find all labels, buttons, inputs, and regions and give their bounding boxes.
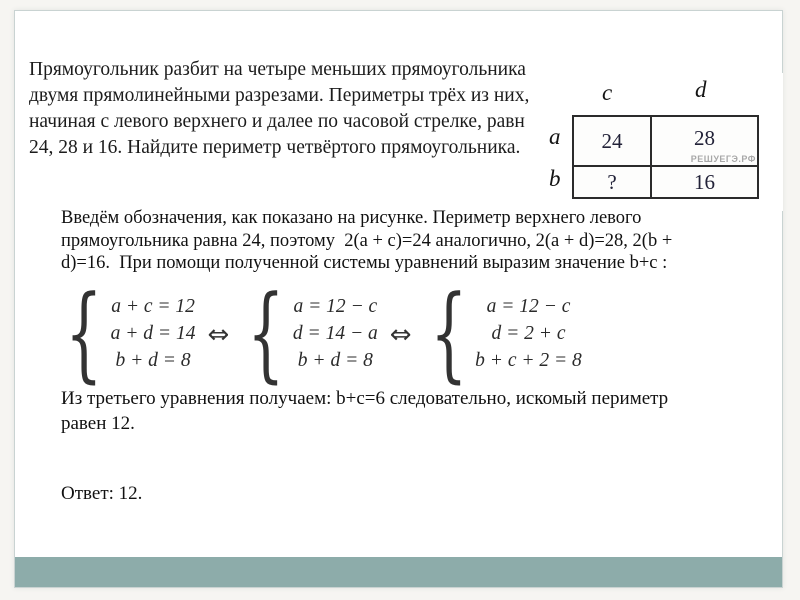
cell-bottom-left — [574, 165, 650, 197]
cell-value: 16 — [694, 169, 715, 194]
equation: a + c = 12 — [111, 296, 195, 317]
column-label-d: d — [695, 77, 707, 102]
problem-line: Прямоугольник разбит на четыре меньших прямоугольника — [29, 59, 526, 80]
equivalence-arrow: ⇔ — [207, 319, 230, 350]
cell-value: ? — [607, 169, 617, 194]
equation-system-3 — [424, 274, 582, 393]
equation: a = 12 − c — [486, 296, 571, 317]
answer-text: Ответ: 12. — [61, 483, 143, 504]
footer-accent-bar — [15, 557, 782, 587]
slide — [14, 10, 783, 588]
cell-value: 24 — [601, 128, 623, 153]
solution-line: прямоугольника равна 24, поэтому 2(a + c)=24 аналогично, 2(a + d)=28, 2(b + — [61, 230, 673, 251]
equation: a + d = 14 — [110, 323, 196, 344]
figure-table — [572, 115, 759, 199]
solution-line: d)=16. При помощи полученной системы уравнений выразим значение b+c : — [61, 253, 668, 273]
solution-line: Введём обозначения, как показано на рисунке. Периметр верхнего левого — [61, 208, 642, 228]
equation-system-1 — [59, 274, 196, 393]
cell-value: 28 — [694, 125, 715, 150]
problem-line: двумя прямолинейными разрезами. Периметры трёх из них, — [29, 85, 530, 106]
problem-line: начиная с левого верхнего и далее по часовой стрелке, равн — [29, 111, 525, 132]
problem-statement — [29, 57, 529, 161]
row-label-b: b — [549, 166, 561, 191]
equation: a = 12 − c — [293, 296, 378, 317]
left-brace: { — [429, 274, 467, 393]
watermark: РЕШУЕГЭ.РФ — [690, 154, 756, 164]
equation: b + c + 2 = 8 — [475, 350, 582, 371]
equation: d = 2 + c — [491, 323, 566, 344]
rectangle-figure — [547, 73, 783, 211]
equation: b + d = 8 — [297, 350, 373, 371]
equation: d = 14 − a — [292, 323, 378, 344]
equation-systems — [59, 274, 582, 393]
left-brace: { — [65, 274, 103, 393]
equation: b + d = 8 — [115, 350, 191, 371]
conclusion-line: равен 12. — [61, 412, 135, 434]
equivalence-arrow: ⇔ — [389, 319, 412, 350]
left-brace: { — [247, 274, 285, 393]
cell-top-left — [574, 117, 650, 165]
equation-system-2 — [241, 274, 378, 393]
cell-top-right — [650, 117, 757, 165]
conclusion-line: Из третьего уравнения получаем: b+c=6 следовательно, искомый периметр — [61, 388, 669, 409]
column-label-c: c — [602, 80, 613, 105]
cell-bottom-right — [650, 165, 757, 197]
solution-conclusion — [61, 387, 668, 436]
row-label-a: a — [549, 124, 561, 149]
solution-intro — [61, 207, 672, 275]
problem-line: 24, 28 и 16. Найдите периметр четвёртого прямоугольника. — [29, 137, 521, 158]
